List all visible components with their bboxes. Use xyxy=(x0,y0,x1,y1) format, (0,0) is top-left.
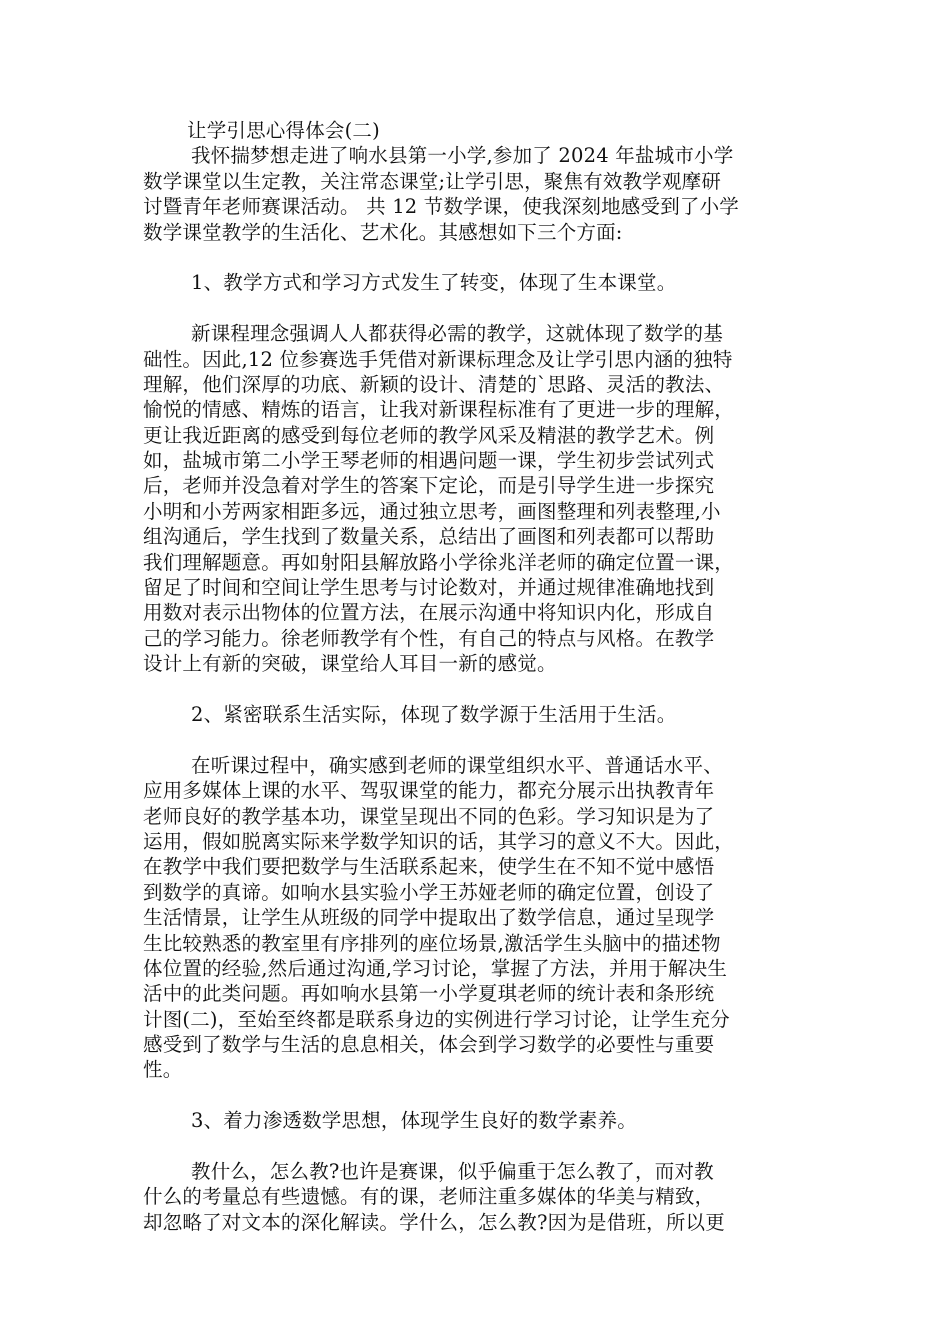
document-title: 让学引思心得体会(二) xyxy=(187,119,380,142)
paragraph-gap xyxy=(143,1134,823,1159)
paragraph-gap xyxy=(143,296,823,321)
section-1-paragraph xyxy=(143,321,823,676)
text-line: 活中的此类问题。再如响水县第一小学夏琪老师的统计表和条形统 xyxy=(143,982,715,1006)
paragraph-gap xyxy=(143,677,823,702)
intro-paragraph xyxy=(143,143,823,245)
text-line: 数学课堂教学的生活化、艺术化。其感想如下三个方面: xyxy=(143,220,623,244)
text-line: 后，老师并没急着对学生的答案下定论，而是引导学生进一步探究 xyxy=(143,474,715,498)
section-2-paragraph xyxy=(143,753,823,1083)
section-heading-2: 2、紧密联系生活实际，体现了数学源于生活用于生活。 xyxy=(191,702,677,726)
text-line: 体位置的经验,然后通过沟通,学习讨论，掌握了方法，并用于解决生 xyxy=(143,956,728,980)
document-page xyxy=(143,118,823,1235)
text-line: 到数学的真谛。如响水县实验小学王苏娅老师的确定位置，创设了 xyxy=(143,880,715,904)
paragraph-gap xyxy=(143,245,823,270)
text-line: 留足了时间和空间让学生思考与讨论数对，并通过规律准确地找到 xyxy=(143,576,715,600)
text-line: 设计上有新的突破，课堂给人耳目一新的感觉。 xyxy=(143,652,557,676)
section-3-paragraph xyxy=(143,1159,823,1235)
text-line: 础性。因此,12 位参赛选手凭借对新课标理念及让学引思内涵的独特 xyxy=(143,347,733,371)
text-line: 如，盐城市第二小学王琴老师的相遇问题一课，学生初步尝试列式 xyxy=(143,449,715,473)
text-line: 更让我近距离的感受到每位老师的教学风采及精湛的教学艺术。例 xyxy=(143,423,715,447)
text-line: 性。 xyxy=(143,1058,183,1082)
text-line: 数学课堂以生定教，关注常态课堂;让学引思，聚焦有效教学观摩研 xyxy=(143,169,722,193)
text-line: 老师良好的教学基本功，课堂呈现出不同的色彩。学习知识是为了 xyxy=(143,804,715,828)
text-line: 用数对表示出物体的位置方法，在展示沟通中将知识内化，形成自 xyxy=(143,601,715,625)
text-line: 运用，假如脱离实际来学数学知识的话，其学习的意义不大。因此， xyxy=(143,829,735,853)
text-line: 己的学习能力。徐老师教学有个性，有自己的特点与风格。在教学 xyxy=(143,626,715,650)
text-line: 计图(二)，至始至终都是联系身边的实例进行学习讨论，让学生充分 xyxy=(143,1007,730,1031)
paragraph-gap xyxy=(143,727,823,752)
text-line: 应用多媒体上课的水平、驾驭课堂的能力，都充分展示出执教青年 xyxy=(143,779,715,803)
text-line: 在听课过程中，确实感到老师的课堂组织水平、普通话水平、 xyxy=(191,753,723,777)
text-line: 生比较熟悉的教室里有序排列的座位场景,激活学生头脑中的描述物 xyxy=(143,931,721,955)
text-line: 小明和小芳两家相距多远，通过独立思考，画图整理和列表整理,小 xyxy=(143,499,721,523)
text-line: 生活情景，让学生从班级的同学中提取出了数学信息，通过呈现学 xyxy=(143,906,715,930)
text-line: 感受到了数学与生活的息息相关，体会到学习数学的必要性与重要 xyxy=(143,1033,715,1057)
text-line: 我怀揣梦想走进了响水县第一小学,参加了 2024 年盐城市小学 xyxy=(191,144,734,168)
section-heading-3: 3、着力渗透数学思想，体现学生良好的数学素养。 xyxy=(191,1109,638,1133)
text-line: 教什么，怎么教?也许是赛课，似乎偏重于怎么教了，而对教 xyxy=(191,1160,714,1184)
text-line: 理解，他们深厚的功底、新颖的设计、清楚的`思路、灵活的教法、 xyxy=(143,372,725,396)
text-line: 组沟通后，学生找到了数量关系，总结出了画图和列表都可以帮助 xyxy=(143,525,715,549)
text-line: 讨暨青年老师赛课活动。 共 12 节数学课，使我深刻地感受到了小学 xyxy=(143,195,740,219)
text-line: 我们理解题意。再如射阳县解放路小学徐兆洋老师的确定位置一课， xyxy=(143,550,735,574)
text-line: 新课程理念强调人人都获得必需的教学，这就体现了数学的基 xyxy=(191,322,723,346)
paragraph-gap xyxy=(143,1083,823,1108)
text-line: 在教学中我们要把数学与生活联系起来，使学生在不知不觉中感悟 xyxy=(143,855,715,879)
section-heading-1: 1、教学方式和学习方式发生了转变，体现了生本课堂。 xyxy=(191,271,677,295)
text-line: 什么的考量总有些遗憾。有的课，老师注重多媒体的华美与精致， xyxy=(143,1185,715,1209)
text-line: 却忽略了对文本的深化解读。学什么，怎么教?因为是借班，所以更 xyxy=(143,1210,725,1234)
text-line: 愉悦的情感、精炼的语言，让我对新课程标准有了更进一步的理解， xyxy=(143,398,735,422)
